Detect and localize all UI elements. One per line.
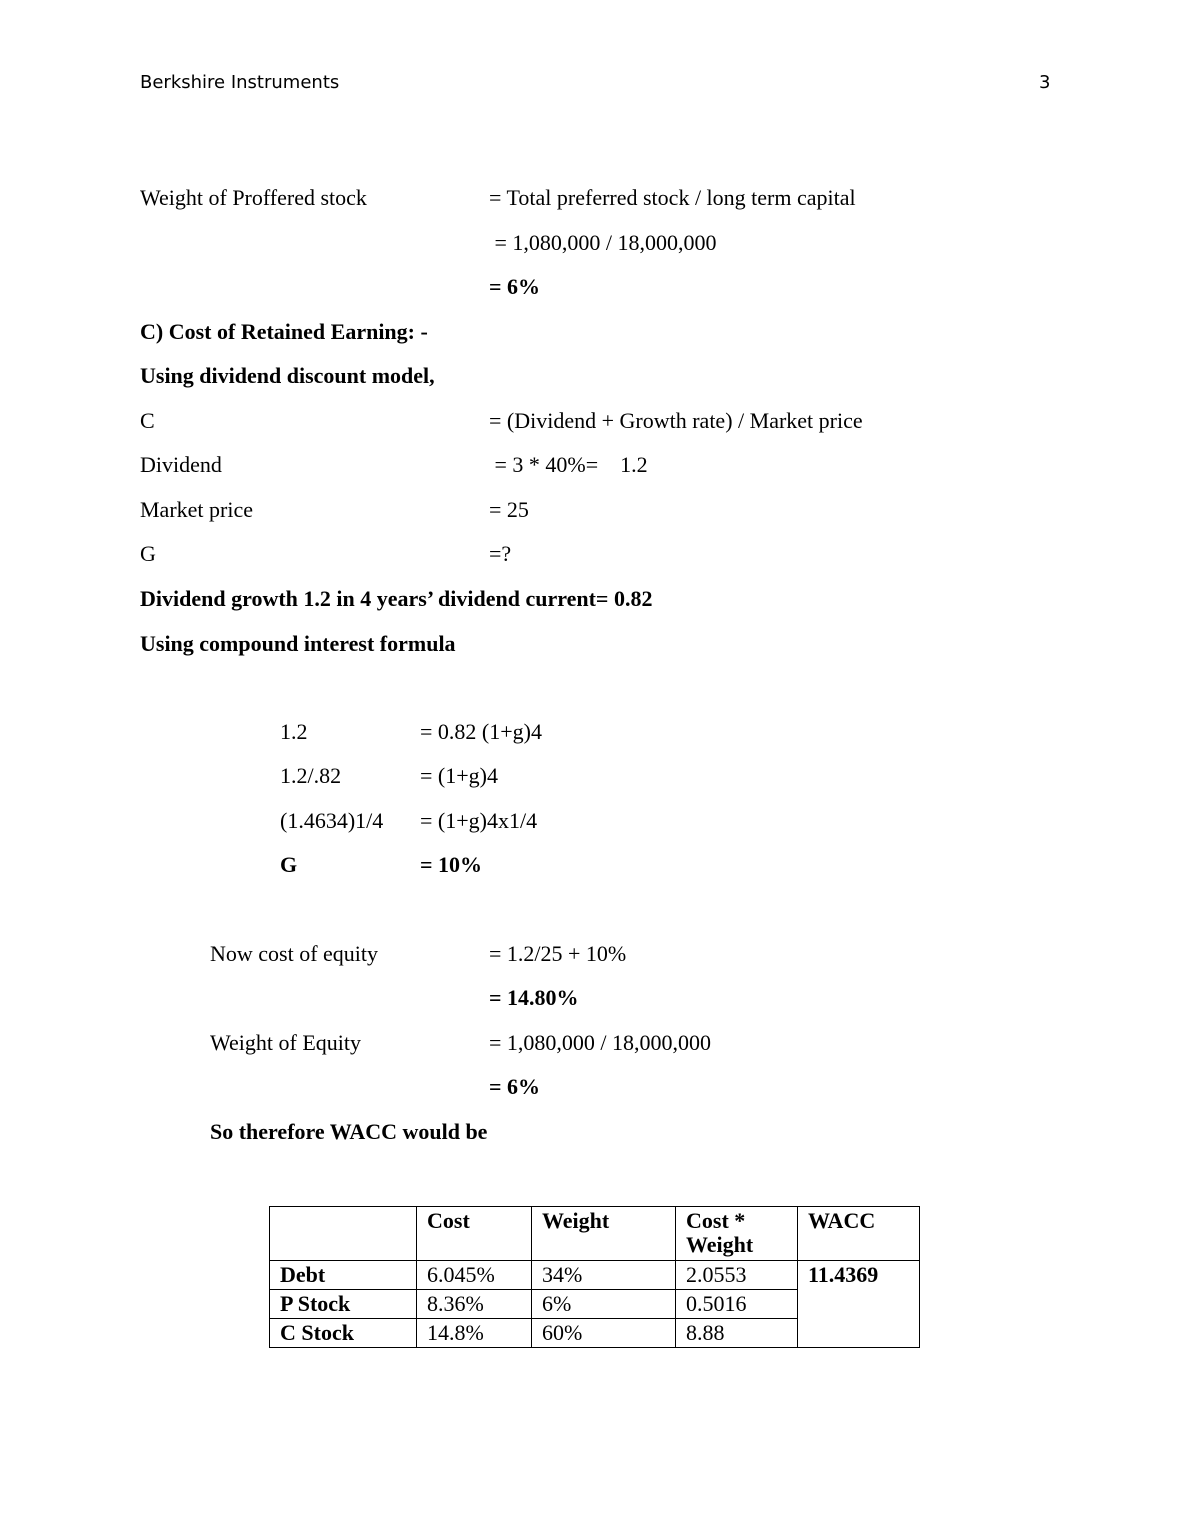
- weight-of-equity-formula: = 1,080,000 / 18,000,000: [489, 1030, 712, 1055]
- growth-calc-left: 1.2/.82: [280, 763, 342, 788]
- compound-interest-heading: Using compound interest formula: [140, 631, 456, 656]
- cost-of-equity-formula: = 1.2/25 + 10%: [489, 941, 627, 966]
- row-label: P Stock: [270, 1290, 417, 1319]
- growth-calc-left: 1.2: [280, 719, 308, 744]
- table-header-cell: Weight: [532, 1207, 676, 1261]
- cost-cell: 14.8%: [417, 1319, 532, 1348]
- weight-of-equity-result: = 6%: [489, 1074, 541, 1099]
- g-value: =?: [489, 541, 512, 566]
- cost-of-equity-label: Now cost of equity: [210, 941, 379, 966]
- weight-of-equity-label: Weight of Equity: [210, 1030, 361, 1055]
- growth-calc-left: G: [280, 852, 298, 877]
- table-header-row: [270, 1207, 920, 1261]
- market-price-label: Market price: [140, 497, 253, 522]
- preferred-weight-calc: = 1,080,000 / 18,000,000: [489, 230, 717, 255]
- cost-weight-cell: 2.0553: [676, 1261, 798, 1290]
- page-number: 3: [1039, 72, 1051, 93]
- cost-cell: 8.36%: [417, 1290, 532, 1319]
- retained-earning-heading: C) Cost of Retained Earning: -: [140, 319, 428, 344]
- preferred-weight-result: = 6%: [489, 274, 541, 299]
- dividend-model-heading: Using dividend discount model,: [140, 363, 435, 388]
- preferred-weight-label: Weight of Proffered stock: [140, 185, 367, 210]
- row-label: Debt: [270, 1261, 417, 1290]
- dividend-growth-note: Dividend growth 1.2 in 4 years’ dividend current= 0.82: [140, 586, 653, 611]
- weight-cell: 34%: [532, 1261, 676, 1290]
- growth-calc-right: = (1+g)4: [420, 763, 498, 788]
- weight-cell: 60%: [532, 1319, 676, 1348]
- weight-cell: 6%: [532, 1290, 676, 1319]
- wacc-total-cell: 11.4369: [798, 1261, 920, 1348]
- table-header-cell: Cost: [417, 1207, 532, 1261]
- c-formula: = (Dividend + Growth rate) / Market price: [489, 408, 863, 433]
- g-label: G: [140, 541, 156, 566]
- cost-cell: 6.045%: [417, 1261, 532, 1290]
- table-header-cell: WACC: [798, 1207, 920, 1261]
- wacc-intro: So therefore WACC would be: [210, 1119, 488, 1144]
- row-label: C Stock: [270, 1319, 417, 1348]
- table-header-cell: [270, 1207, 417, 1261]
- table-header-cell: Cost * Weight: [676, 1207, 798, 1261]
- table-row: [270, 1261, 920, 1290]
- cost-of-equity-result: = 14.80%: [489, 985, 579, 1010]
- growth-calc-right: = 0.82 (1+g)4: [420, 719, 542, 744]
- c-label: C: [140, 408, 155, 433]
- market-price-value: = 25: [489, 497, 529, 522]
- document-header-title: Berkshire Instruments: [140, 72, 340, 93]
- preferred-weight-formula: = Total preferred stock / long term capital: [489, 185, 856, 210]
- cost-weight-cell: 8.88: [676, 1319, 798, 1348]
- dividend-label: Dividend: [140, 452, 222, 477]
- growth-calc-right: = (1+g)4x1/4: [420, 808, 538, 833]
- growth-calc-left: (1.4634)1/4: [280, 808, 384, 833]
- dividend-value: = 3 * 40%= 1.2: [489, 452, 648, 477]
- wacc-table: [269, 1206, 920, 1348]
- growth-calc-result: = 10%: [420, 852, 483, 877]
- cost-weight-cell: 0.5016: [676, 1290, 798, 1319]
